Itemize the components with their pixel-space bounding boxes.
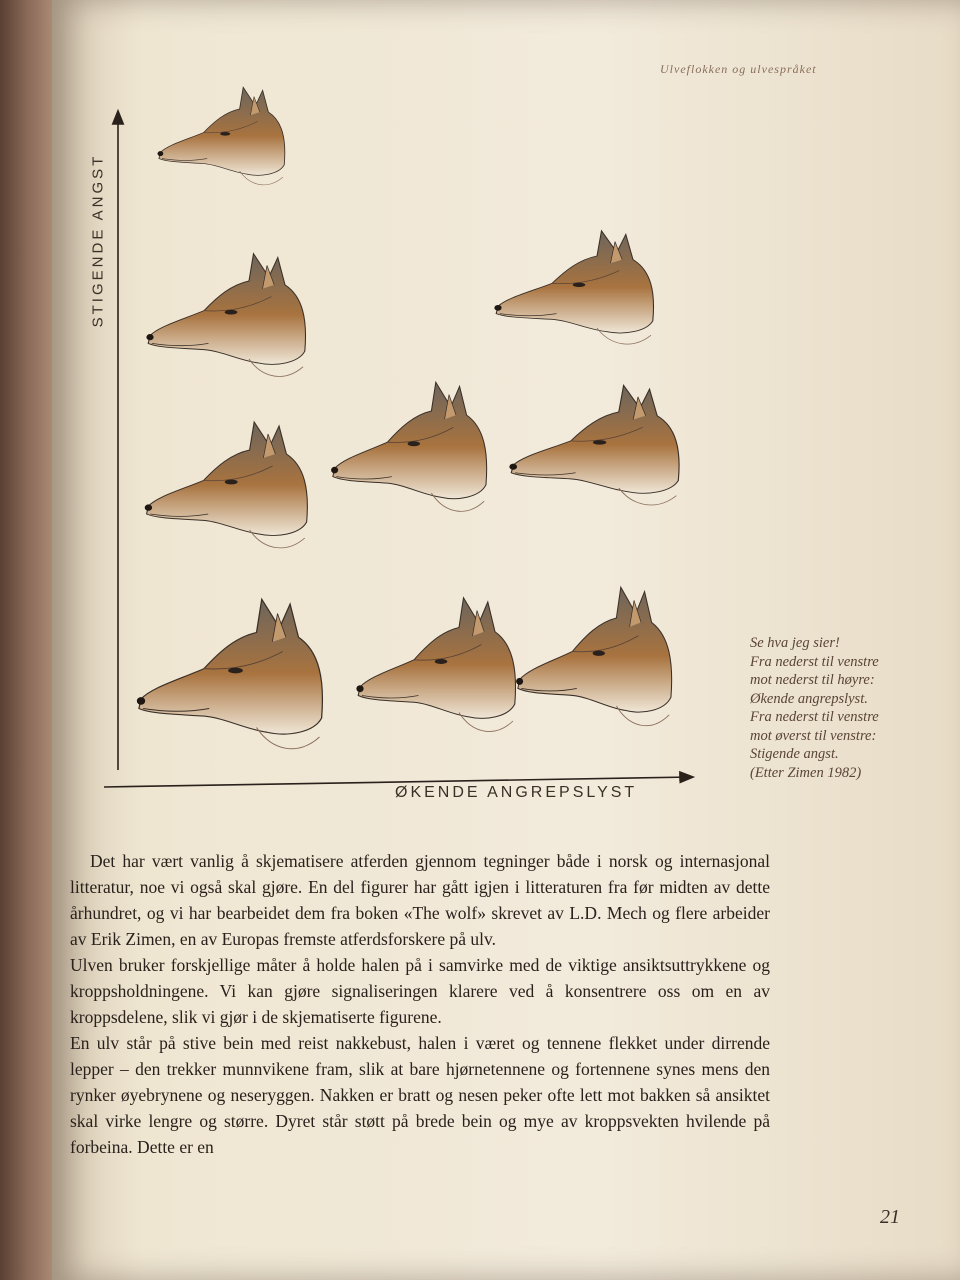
wolf-head-icon — [146, 254, 305, 377]
page-number: 21 — [880, 1206, 900, 1228]
running-header: Ulveflokken og ulvespråket — [660, 62, 817, 76]
body-text — [70, 848, 770, 1160]
wolf-head-icon — [145, 422, 308, 548]
paragraph: Ulven bruker forskjellige måter å holde halen på i samvirke med de viktige ansiktsuttrykkene og kroppsholdningene. Vi kan gjøre signaliseringen klarere ved å konsentrere oss om en av kroppsdelene, slik vi gjør i de skjematiserte figurene. — [70, 955, 770, 1027]
figure-caption — [750, 634, 950, 782]
wolf-head-icon — [331, 382, 487, 511]
paragraph: En ulv står på stive bein med reist nakkebust, halen i været og tennene flekket under dirrende lepper – den trekker munnvikene fram, slik at bare hjørnetennene og fortennene synes mens den rynker øyebrynene og neseryggen. Nakken er bratt og nesen peker ofte lett mot bakken så ansiktet skal virke lengre og større. Dyret står støtt på brede bein og mye av kroppsvekten hvilende på forbeina. Dette er en — [70, 1033, 770, 1157]
caption-line: Fra nederst til venstre — [750, 653, 879, 670]
wolf-head-icon — [137, 599, 323, 748]
caption-line: Fra nederst til venstre — [750, 709, 879, 725]
wolf-head-icon — [509, 385, 679, 505]
wolf-head-icon — [158, 87, 285, 185]
wolf-head-icon — [516, 587, 672, 725]
caption-line: Økende angrepslyst. — [750, 690, 868, 707]
x-axis-label: ØKENDE ANGREPSLYST — [395, 784, 638, 801]
paragraph: Det har vært vanlig å skjematisere atferden gjennom tegninger både i norsk og internasjonal litteratur, noe vi også skal gjøre. En del figurer har gått igjen i litteraturen fra før midten av dette århundret, og vi har bearbeidet dem fra boken «The wolf» skrevet av L.D. Mech og flere arbeider av Erik Zimen, en av Europas fremste atferdsforskere på ulv. — [70, 851, 770, 949]
caption-line: mot nederst til høyre: — [750, 672, 875, 688]
wolf-head-icon — [356, 598, 515, 732]
caption-line: (Etter Zimen 1982) — [750, 764, 862, 781]
y-axis-label: STIGENDE ANGST — [89, 153, 107, 328]
wolf-head-icon — [494, 231, 653, 344]
caption-line: Stigende angst. — [750, 746, 839, 762]
caption-line: mot øverst til venstre: — [750, 727, 877, 744]
caption-line: Se hva jeg sier! — [750, 635, 840, 651]
